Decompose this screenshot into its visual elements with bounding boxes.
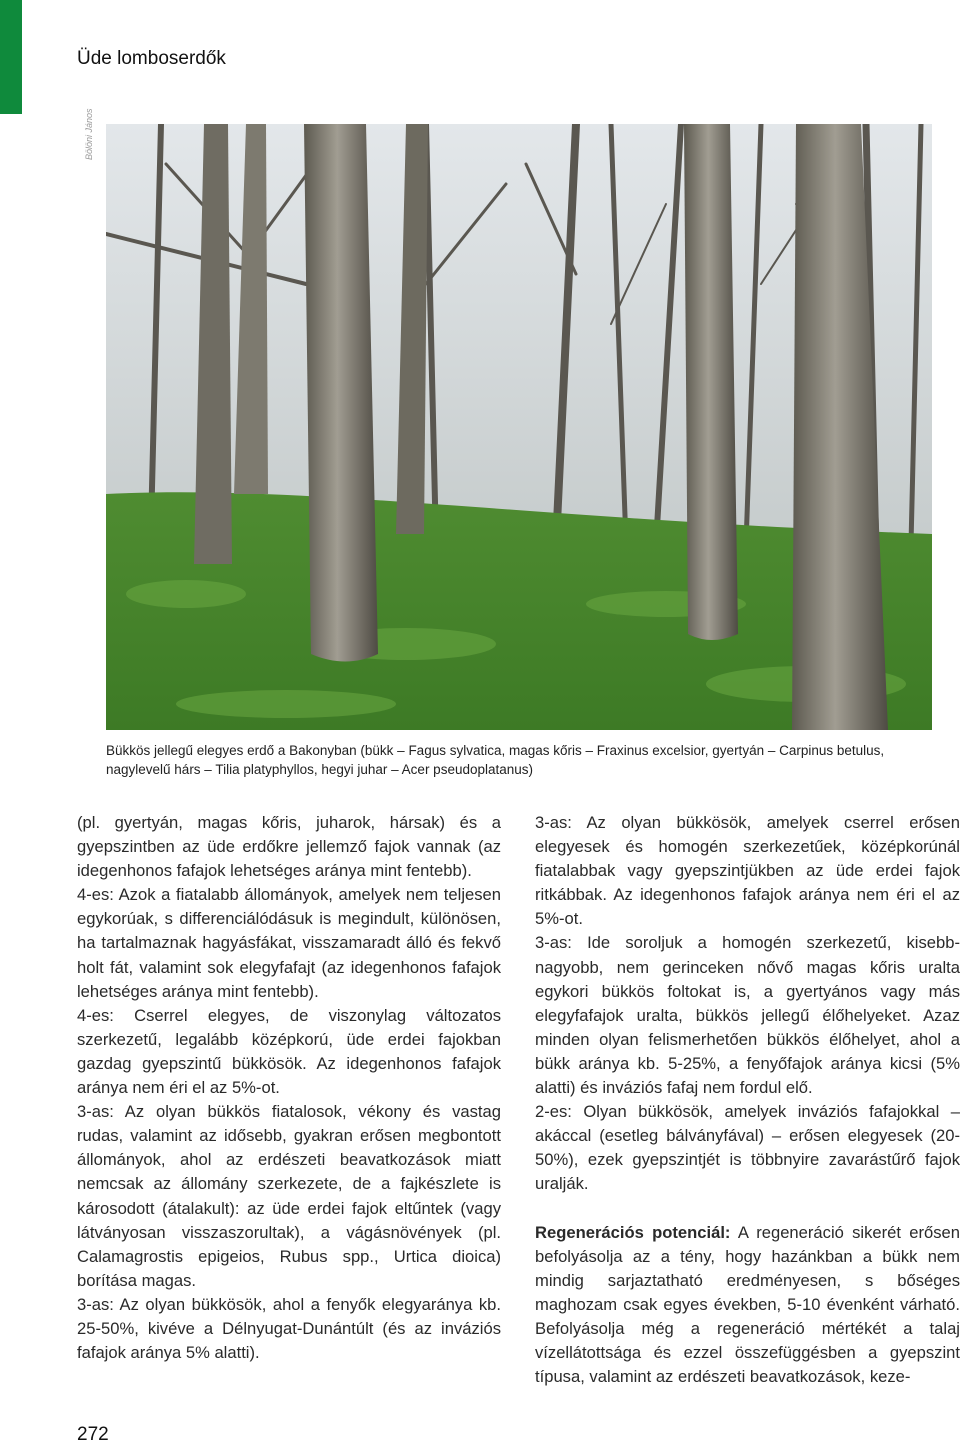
paragraph: (pl. gyertyán, magas kőris, juharok, hársak) és a gyepszintben az üde erdőkre jellemző fajok vannak (az idegenhonos fafajok lehetséges aránya mint fentebb).: [77, 813, 501, 881]
regeneration-text: A regeneráció sikerét erősen befolyásolja az a tény, hogy hazánkban a bükk nem mindig sarjaztatható eredményesen, s bőséges maghozam csak egyes években, 5-10 évenként várható. Befolyásolja még a regeneráció mértékét a talaj vízellátottsága és ezzel összefüggésben a gyepszint típusa, valamint az erdészeti beavatkozások, keze-: [535, 1222, 960, 1387]
paragraph-spacer: [535, 1197, 960, 1221]
photo-credit: Bölöni János: [84, 108, 94, 160]
paragraph: 3-as: Az olyan bükkösök, ahol a fenyők elegyaránya kb. 25-50%, kivéve a Délnyugat-Dunántúlt (és az inváziós fafajok aránya 5% alatti).: [77, 1294, 501, 1363]
paragraph: 3-as: Az olyan bükkösök, amelyek cserrel erősen elegyesek és homogén szerkezetűek, középkorúnál fiatalabbak vagy gyepszintjükben az üde erdei fajok ritkábbak. Az idegenhonos fafajok aránya nem éri el az 5%-ot.: [535, 813, 960, 929]
paragraph: 4-es: Cserrel elegyes, de viszonylag változatos szerkezetű, legalább középkorú, üde erdei fajokban gazdag gyepszintű bükkösök. Az idegenhonos fafajok aránya nem éri el az 5%-ot.: [77, 1005, 501, 1098]
paragraph: 3-as: Az olyan bükkös fiatalosok, vékony és vastag rudas, valamint az idősebb, gyakran erősen megbontott állományok, ahol az erdészeti beavatkozások miatt nemcsak az állomány szerkezete, de a fajkészlete is károsodott (átalakult): az üde erdei fajok eltűntek (vagy látványosan visszaszorultak), a vágásnövények (pl. Calamagrostis epigeios, Rubus spp., Urtica dioica) borítása magas.: [77, 1102, 501, 1290]
paragraph: 4-es: Azok a fiatalabb állományok, amelyek nem teljesen egykorúak, s differenciálódásuk is megindult, különösen, ha tartalmaznak hagyásfákat, visszamaradt álló és fekvő holt fát, valamint sok elegyfafajt (az idegenhonos fafajok lehetséges aránya mint fentebb).: [77, 885, 501, 1001]
regeneration-heading: Regenerációs potenciál:: [535, 1222, 731, 1242]
paragraph: 3-as: Ide soroljuk a homogén szerkezetű, kisebb-nagyobb, nem gerinceken nővő magas kőris uralta egykori bükkös foltokat is, a gyertyános vagy más elegyfafajok uralta, bükkös jellegű élőhelyeket. Azaz minden olyan felismerhetően bükkös élőhelyet, ahol a bükk aránya kb. 5-25%, a fenyőfajok aránya kicsi (5% alatti) és inváziós fafaj nem fordul elő.: [535, 933, 960, 1098]
right-text-column: [535, 811, 960, 1389]
regeneration-paragraph: [535, 1221, 960, 1390]
photo-caption: [106, 741, 932, 779]
section-title: Üde lomboserdők: [77, 48, 226, 69]
paragraph: 2-es: Olyan bükkösök, amelyek inváziós fafajokkal – akáccal (esetleg bálványfával) – erősen elegyesek (20-50%), ezek gyepszintjét is többnyire zavarástűrő fajok uralják.: [535, 1102, 960, 1194]
forest-photo: [106, 124, 932, 730]
caption-line: nagylevelű hárs – Tilia platyphyllos, hegyi juhar – Acer pseudoplatanus): [106, 762, 534, 777]
left-text-column: [77, 811, 501, 1365]
caption-line: Bükkös jellegű elegyes erdő a Bakonyban (bükk – Fagus sylvatica, magas kőris – Fraxinus excelsior, gyertyán – Carpinus betulus,: [106, 743, 885, 758]
section-color-tab: [0, 0, 22, 114]
page-number: 272: [77, 1424, 109, 1445]
